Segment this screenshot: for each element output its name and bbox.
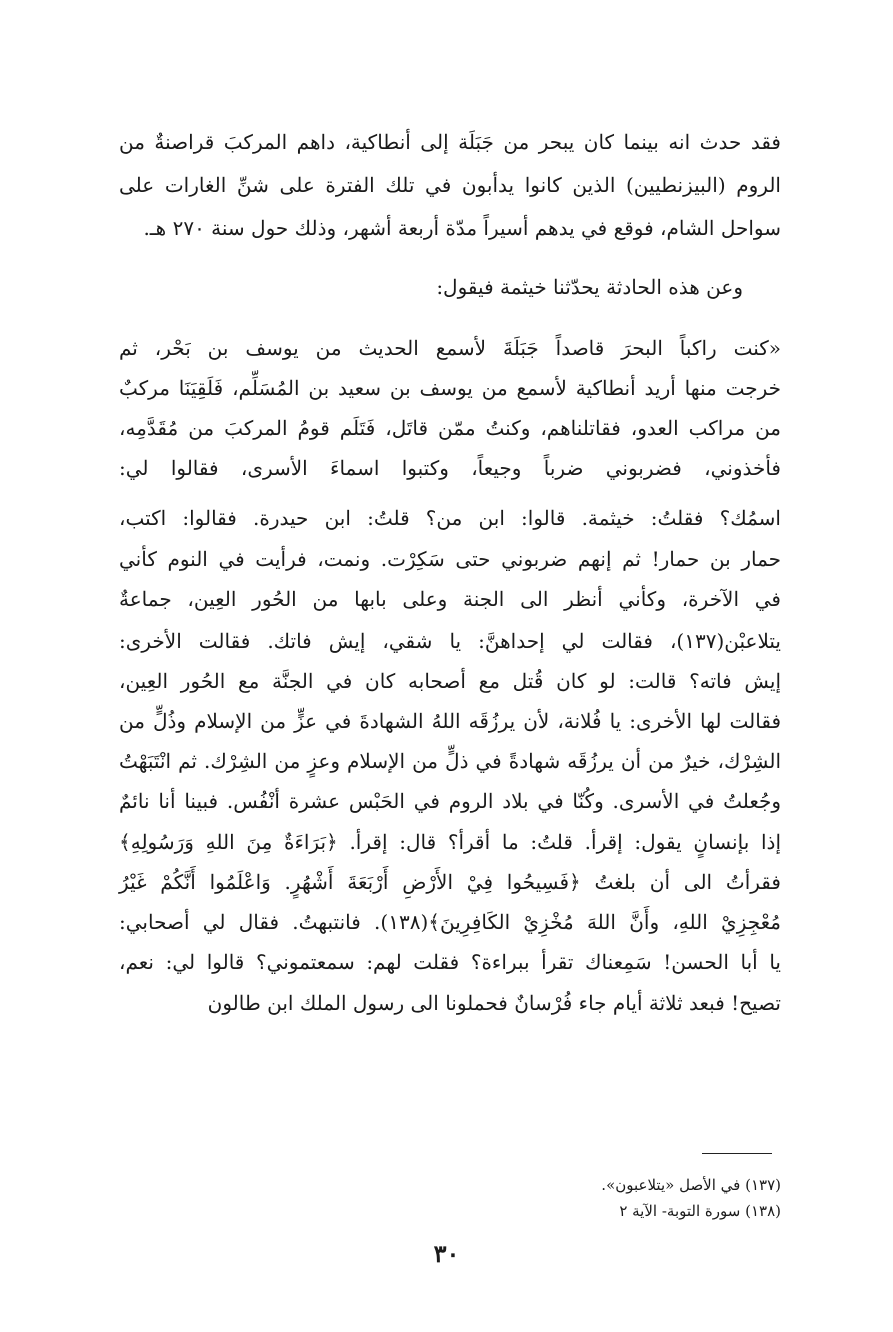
quote-line-16: يا أبا الحسن! سَمِعناك تقرأ ببراءة؟ فقلت لهم: سمعتموني؟ قالوا لي: نعم، xyxy=(119,950,781,974)
intro-line-1: فقد حدث انه بينما كان يبحر من جَبَلَة إلى أنطاكية، داهم المركبَ قراصنةٌ من xyxy=(119,130,781,154)
quote-line-9: إيش فاته؟ قالت: لو كان قُتل مع أصحابه كان في الجنَّة مع الحُور العِين، xyxy=(119,669,781,693)
quote-line-1: «كنت راكباً البحرَ قاصداً جَبَلَةَ لأسمع الحديث من يوسف بن بَحْر، ثم xyxy=(119,336,781,360)
quote-line-17: تصيح! فبعد ثلاثة أيام جاء فُرْسانٌ فحملونا الى رسول الملك ابن طالون xyxy=(207,991,781,1015)
quote-line-8: يتلاعبْن(١٣٧)، فقالت لي إحداهنَّ: يا شقي، إيش فاتك. فقالت الأخرى: xyxy=(119,629,781,653)
intro-line-3: سواحل الشام، فوقع في يدهم أسيراً مدّة أربعة أشهر، وذلك حول سنة ٢٧٠ هـ. xyxy=(143,216,781,240)
footnote-divider xyxy=(702,1153,772,1154)
quote-line-10: فقالت لها الأخرى: يا فُلانة، لأن يرزُقَه اللهُ الشهادةَ في عزٍّ من الإسلام وذُلٍّ من xyxy=(119,709,781,733)
footnote-138: (١٣٨) سورة التوبة- الآية ٢ xyxy=(619,1202,781,1220)
quote-line-11: الشِرْك، خيرٌ من أن يرزُقَه شهادةً في ذلٍّ من الإسلام وعزٍ من الشِرْك. ثم انْتَبَهْتُ xyxy=(119,749,781,773)
quote-line-4: فأخذوني، فضربوني ضرباً وجيعاً، وكتبوا اسماءَ الأسرى، فقالوا لي: xyxy=(119,456,781,480)
quote-lead: وعن هذه الحادثة يحدّثنا خيثمة فيقول: xyxy=(436,275,743,299)
quote-line-14: فقرأتُ الى أن بلغتُ ﴿فَسِيحُوا فِيْ الأَرْضِ أَرْبَعَةَ أَشْهُرٍ. وَاعْلَمُوا أَنَّكُمْ غَيْرُ xyxy=(119,870,781,894)
quote-line-6: حمار بن حمار! ثم إنهم ضربوني حتى سَكِرْت. ونمت، فرأيت في النوم كأني xyxy=(119,547,781,571)
quote-line-5: اسمُك؟ فقلتُ: خيثمة. قالوا: ابن من؟ قلتُ: ابن حيدرة. فقالوا: اكتب، xyxy=(119,506,781,530)
footnote-137: (١٣٧) في الأصل «يتلاعبون». xyxy=(601,1176,781,1194)
quote-line-7: في الآخرة، وكأني أنظر الى الجنة وعلى بابها من الحُور العِين، جماعةٌ xyxy=(119,587,781,611)
quote-line-13: إذا بإنسانٍ يقول: إقرأ. قلتُ: ما أقرأ؟ قال: إقرأ. ﴿بَرَاءَةٌ مِنَ اللهِ وَرَسُولِهِ﴾ xyxy=(119,830,781,854)
intro-line-2: الروم (البيزنطيين) الذين كانوا يدأبون في تلك الفترة على شنِّ الغارات على xyxy=(119,173,781,197)
quote-line-15: مُعْجِزِيْ اللهِ، وأَنَّ اللهَ مُخْزِيْ الكَافِرِينَ﴾(١٣٨). فانتبهتُ. فقال لي أصحابي: xyxy=(119,910,781,934)
quote-line-12: وجُعلتُ في الأسرى. وكُنّا في بلاد الروم في الحَبْس عشرة أنْفُس. فبينا أنا نائمٌ xyxy=(119,789,781,813)
quote-line-2: خرجت منها أريد أنطاكية لأسمع من يوسف بن سعيد بن المُسَلِّم، فَلَقِيَنَا مركبٌ xyxy=(119,376,781,400)
quote-line-3: من مراكب العدو، فقاتلناهم، وكنتُ ممّن قاتَل، فَتَلَم قومُ المركبَ من مُقَدَّمِه، xyxy=(119,416,782,440)
page-number: ٣٠ xyxy=(433,1239,460,1268)
